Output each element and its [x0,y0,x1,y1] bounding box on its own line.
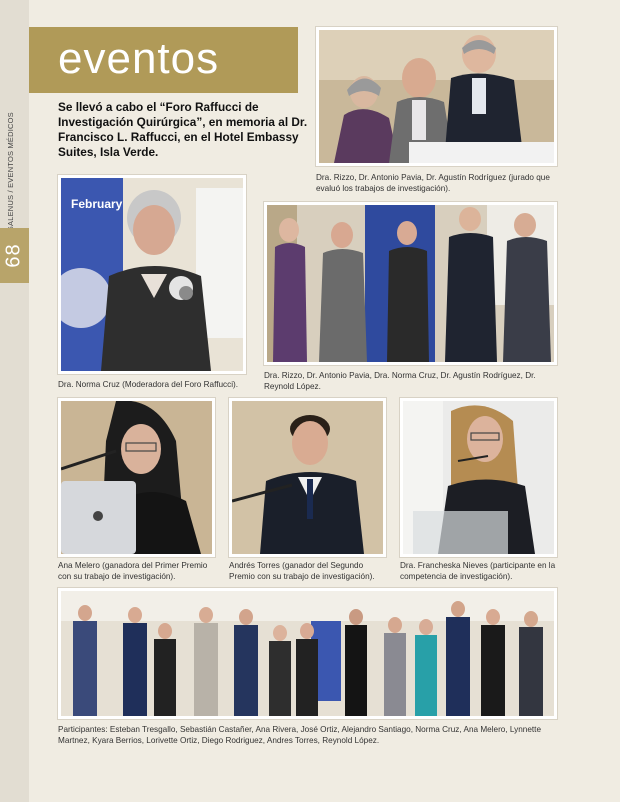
photo-moderator [58,175,246,374]
caption-ana-melero: Ana Melero (ganadora del Primer Premio con su trabajo de investigación). [58,561,208,581]
page-title: eventos [58,34,220,83]
photo-francheska-nieves [400,398,557,557]
photo-participants [58,588,557,719]
caption-andres-torres: Andrés Torres (ganador del Segundo Premio con su trabajo de investigación). [229,561,375,581]
intro-paragraph: Se llevó a cabo el “Foro Raffucci de Investigación Quirúrgica”, en memoria al Dr. Francisco L. Raffucci, en el Hotel Embassy Suites, Isla Verde. [58,100,308,159]
banner-february-text: February [71,197,123,211]
caption-moderator: Dra. Norma Cruz (Moderadora del Foro Raffucci). [58,380,239,389]
photo-ana-melero [58,398,215,557]
page-number-tab [0,228,29,283]
title-banner [29,27,298,93]
page-number: 68 [3,243,25,268]
photo-group-five [264,202,557,365]
caption-participants: Participantes: Esteban Tresgallo, Sebastián Castañer, Ana Rivera, José Ortiz, Alejandro Santiago, Norma Cruz, Ana Melero, Lynnette Martnez, Kyara Berrios, Lorivette Ortiz, Diego Rodriguez, Andres Torres, Reynold López. [58,725,542,745]
caption-group-five: Dra. Rizzo, Dr. Antonio Pavia, Dra. Norma Cruz, Dr. Agustín Rodríguez, Dr. Reynold López. [264,371,536,391]
caption-francheska-nieves: Dra. Francheska Nieves (participante en la competencia de investigación). [400,561,556,581]
photo-jury [316,27,557,166]
caption-jury: Dra. Rizzo, Dr. Antonio Pavia, Dr. Agustín Rodríguez (jurado que evaluó los trabajos de investigación). [316,173,550,193]
photo-andres-torres [229,398,386,557]
